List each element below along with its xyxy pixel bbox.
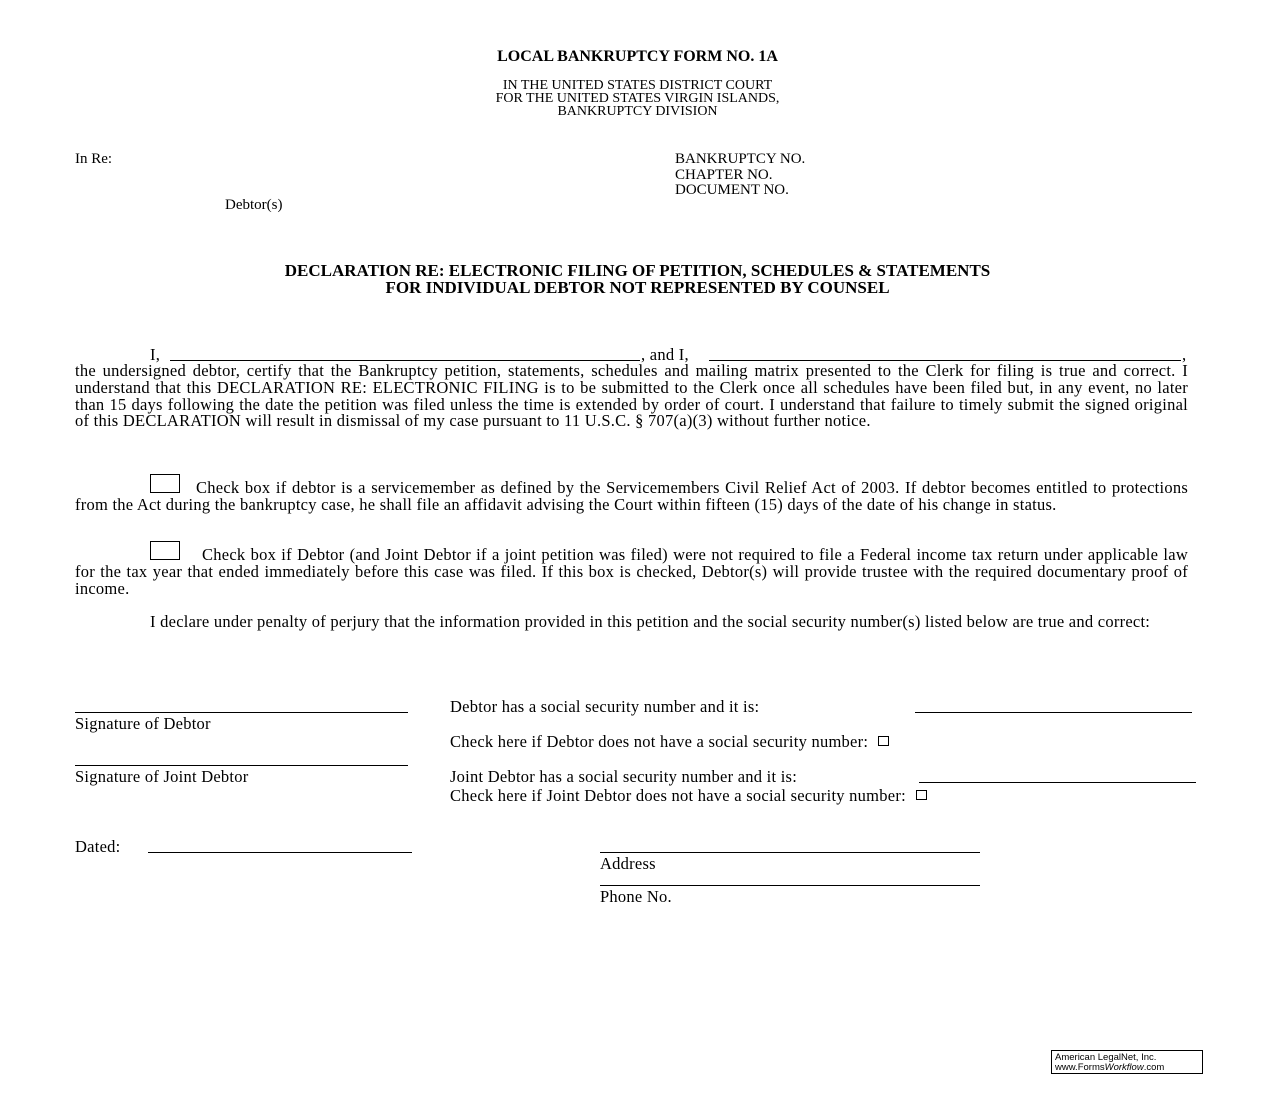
court-line-3: BANKRUPTCY DIVISION [557,104,718,119]
tax-return-paragraph: Check box if Debtor (and Joint Debtor if a joint petition was filed) were not required to file a Federal income tax return under applicable law for the tax year that ended immediately before this case was filed. If this box is checked, Debtor(s) will provide trustee with the required documentary proof of income. [75,545,1188,598]
declaration-title-line-2: FOR INDIVIDUAL DEBTOR NOT REPRESENTED BY COUNSEL [385,278,890,297]
dated-label: Dated: [75,837,121,856]
joint-debtor-signature-field[interactable] [75,765,408,766]
joint-ssn-field[interactable] [919,782,1196,783]
chapter-no-label: CHAPTER NO. [675,167,773,183]
declaration-title-line-1: DECLARATION RE: ELECTRONIC FILING OF PETITION, SCHEDULES & STATEMENTS [284,261,991,280]
dated-field[interactable] [148,852,412,853]
debtor-ssn-label: Debtor has a social security number and it is: [450,697,760,716]
court-line-1: IN THE UNITED STATES DISTRICT COURT [502,78,773,93]
joint-ssn-label: Joint Debtor has a social security number and it is: [450,767,798,786]
penalty-paragraph: I declare under penalty of perjury that the information provided in this petition and the social security number(s) listed below are true and correct: [150,612,1151,631]
debtor-signature-field[interactable] [75,712,408,713]
debtor-caption-label: Debtor(s) [225,197,283,213]
badge-website: www.FormsWorkflow.com [1055,1062,1165,1073]
debtor-signature-label: Signature of Debtor [75,714,211,733]
address-label: Address [600,854,656,873]
debtor-no-ssn-label: Check here if Debtor does not have a social security number: [450,732,869,751]
court-line-2: FOR THE UNITED STATES VIRGIN ISLANDS, [495,91,780,106]
bankruptcy-no-label: BANKRUPTCY NO. [675,151,806,167]
intro-comma: , [1182,345,1187,364]
intro-i-label: I, [150,345,161,364]
in-re-label: In Re: [75,151,113,167]
joint-debtor-signature-label: Signature of Joint Debtor [75,767,249,786]
address-field[interactable] [600,852,980,853]
debtor-no-ssn-checkbox[interactable] [878,736,889,746]
legalnet-badge [1051,1050,1203,1074]
debtor-ssn-field[interactable] [915,712,1192,713]
badge-company: American LegalNet, Inc. [1055,1052,1157,1063]
joint-no-ssn-label: Check here if Joint Debtor does not have a social security number: [450,786,906,805]
form-title: LOCAL BANKRUPTCY FORM NO. 1A [497,48,778,65]
intro-and-label: , and I, [641,345,689,364]
phone-label: Phone No. [600,887,672,906]
debtor-no-ssn-row [450,733,889,750]
phone-field[interactable] [600,885,980,886]
servicemember-paragraph: Check box if debtor is a servicemember as defined by the Servicemembers Civil Relief Act of 2003. If debtor becomes entitled to protections from the Act during the bankruptcy case, he shall file an affidavit advising the Court within fifteen (15) days of the date of his change in status. [75,478,1188,514]
joint-no-ssn-checkbox[interactable] [916,790,927,800]
intro-paragraph: the undersigned debtor, certify that the Bankruptcy petition, statements, schedules and mailing matrix presented to the Clerk for filing is true and correct. I understand that this DECLARATION RE: ELECTRONIC FILING is to be submitted to the Clerk once all schedules have been filed but, in any event, no later than 15 days following the date the petition was filed unless the time is extended by order of court. I understand that failure to timely submit the signed original of this DECLARATION will result in dismissal of my case pursuant to 11 U.S.C. § 707(a)(3) without further notice. [75,361,1188,431]
joint-no-ssn-row [450,787,927,804]
document-no-label: DOCUMENT NO. [675,182,789,198]
